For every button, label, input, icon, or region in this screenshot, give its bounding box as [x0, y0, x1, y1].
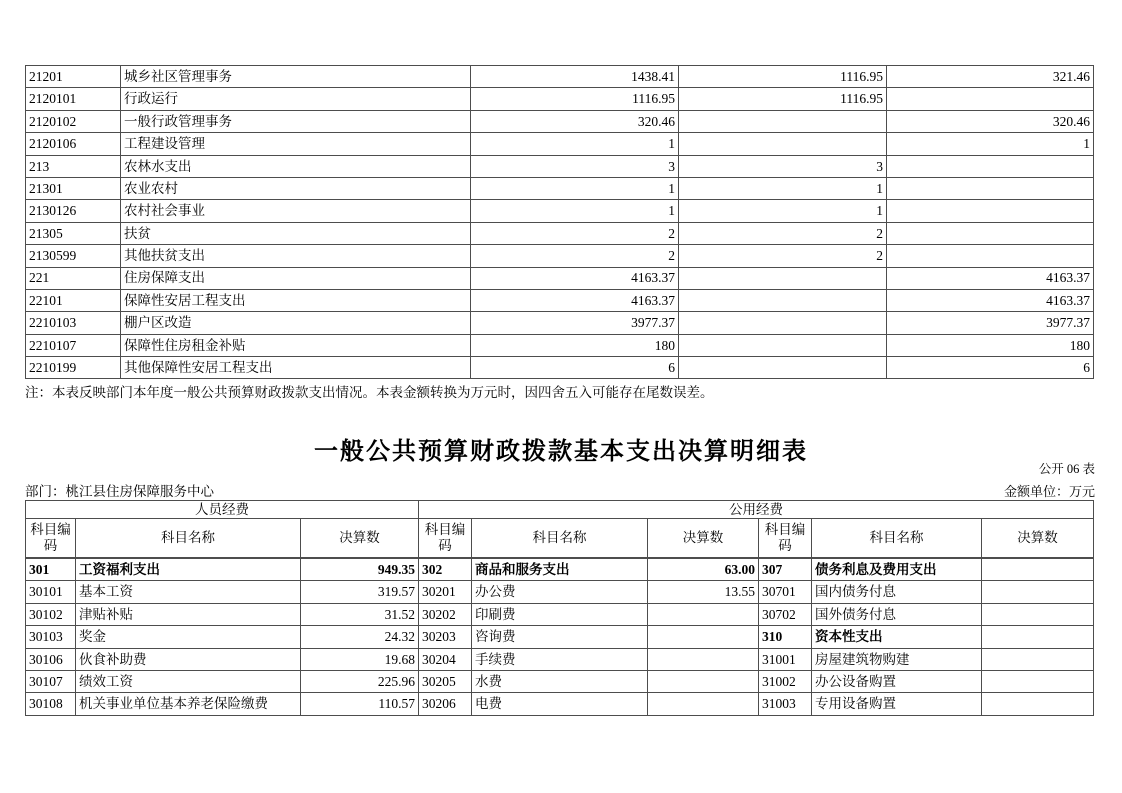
name-cell: 农村社会事业: [121, 200, 471, 222]
name-cell: 国外债务付息: [812, 603, 982, 625]
value-cell: 4163.37: [471, 289, 679, 311]
table-note: 注：本表反映部门本年度一般公共预算财政拨款支出情况。本表金额转换为万元时，因四舍五入可能存在尾数误差。: [25, 385, 714, 400]
code-cell: 30106: [26, 648, 76, 670]
value-cell: 180: [887, 334, 1094, 356]
table-row: [26, 245, 1094, 267]
personnel-funds-header: 人员经费: [26, 501, 419, 519]
column-header-amount: 决算数: [648, 519, 759, 559]
code-cell: 30202: [419, 603, 472, 625]
value-cell: [679, 334, 887, 356]
table-row: [26, 177, 1094, 199]
code-cell: 2210103: [26, 312, 121, 334]
name-cell: 奖金: [76, 626, 301, 648]
code-cell: 31001: [759, 648, 812, 670]
value-cell: [679, 110, 887, 132]
value-cell: 3: [679, 155, 887, 177]
code-cell: 2210107: [26, 334, 121, 356]
code-cell: 21301: [26, 177, 121, 199]
name-cell: 其他扶贫支出: [121, 245, 471, 267]
value-cell: 31.52: [301, 603, 419, 625]
value-cell: 6: [887, 357, 1094, 379]
table-row: [26, 222, 1094, 244]
name-cell: 保障性安居工程支出: [121, 289, 471, 311]
name-cell: 办公费: [472, 581, 648, 603]
code-cell: 30203: [419, 626, 472, 648]
name-cell: 债务利息及费用支出: [812, 558, 982, 581]
code-cell: 213: [26, 155, 121, 177]
name-cell: 绩效工资: [76, 670, 301, 692]
value-cell: [679, 312, 887, 334]
code-cell: 2210199: [26, 357, 121, 379]
column-header-row: [26, 519, 1094, 559]
group-header-row: [26, 501, 1094, 519]
value-cell: 4163.37: [887, 289, 1094, 311]
code-cell: 2130126: [26, 200, 121, 222]
value-cell: [648, 693, 759, 715]
value-cell: [982, 558, 1094, 581]
name-cell: 住房保障支出: [121, 267, 471, 289]
name-cell: 其他保障性安居工程支出: [121, 357, 471, 379]
code-cell: 30206: [419, 693, 472, 715]
value-cell: 24.32: [301, 626, 419, 648]
value-cell: [887, 245, 1094, 267]
value-cell: [648, 670, 759, 692]
value-cell: 3977.37: [887, 312, 1094, 334]
name-cell: 咨询费: [472, 626, 648, 648]
name-cell: 津贴补贴: [76, 603, 301, 625]
name-cell: 棚户区改造: [121, 312, 471, 334]
table-code-label: 公开 06 表: [1038, 462, 1095, 476]
code-cell: 31002: [759, 670, 812, 692]
code-cell: 30702: [759, 603, 812, 625]
value-cell: [982, 603, 1094, 625]
code-cell: 2120102: [26, 110, 121, 132]
code-cell: 30701: [759, 581, 812, 603]
table-row: [26, 558, 1094, 581]
name-cell: 专用设备购置: [812, 693, 982, 715]
column-header-name: 科目名称: [472, 519, 648, 559]
value-cell: 1: [679, 177, 887, 199]
name-cell: 基本工资: [76, 581, 301, 603]
value-cell: [679, 357, 887, 379]
value-cell: 2: [679, 222, 887, 244]
value-cell: 1: [887, 133, 1094, 155]
value-cell: 1438.41: [471, 66, 679, 88]
code-cell: 31003: [759, 693, 812, 715]
value-cell: [887, 200, 1094, 222]
value-cell: 3977.37: [471, 312, 679, 334]
name-cell: 一般行政管理事务: [121, 110, 471, 132]
value-cell: [887, 155, 1094, 177]
value-cell: [679, 289, 887, 311]
name-cell: 保障性住房租金补贴: [121, 334, 471, 356]
name-cell: 商品和服务支出: [472, 558, 648, 581]
code-cell: 310: [759, 626, 812, 648]
value-cell: [679, 267, 887, 289]
code-cell: 22101: [26, 289, 121, 311]
value-cell: [648, 603, 759, 625]
code-cell: 30107: [26, 670, 76, 692]
table-row: [26, 289, 1094, 311]
table-row: [26, 648, 1094, 670]
value-cell: 2: [679, 245, 887, 267]
value-cell: 1116.95: [679, 88, 887, 110]
table-row: [26, 155, 1094, 177]
table-row: [26, 357, 1094, 379]
unit-label: 金额单位：万元: [1003, 484, 1095, 499]
name-cell: 印刷费: [472, 603, 648, 625]
name-cell: 资本性支出: [812, 626, 982, 648]
value-cell: [887, 177, 1094, 199]
value-cell: 320.46: [471, 110, 679, 132]
code-cell: 302: [419, 558, 472, 581]
code-cell: 30101: [26, 581, 76, 603]
table-row: [26, 133, 1094, 155]
report-title: 一般公共预算财政拨款基本支出决算明细表: [314, 439, 808, 465]
column-header-amount: 决算数: [301, 519, 419, 559]
value-cell: [648, 626, 759, 648]
department-label: 部门：桃江县住房保障服务中心: [25, 484, 214, 499]
value-cell: [982, 581, 1094, 603]
column-header-amount: 决算数: [982, 519, 1094, 559]
column-header-name: 科目名称: [76, 519, 301, 559]
value-cell: [887, 88, 1094, 110]
funding-table-body: [26, 66, 1094, 379]
value-cell: 2: [471, 222, 679, 244]
value-cell: 63.00: [648, 558, 759, 581]
code-cell: 221: [26, 267, 121, 289]
code-cell: 30205: [419, 670, 472, 692]
code-cell: 30204: [419, 648, 472, 670]
name-cell: 办公设备购置: [812, 670, 982, 692]
name-cell: 工资福利支出: [76, 558, 301, 581]
value-cell: 4163.37: [471, 267, 679, 289]
name-cell: 手续费: [472, 648, 648, 670]
column-header-code: 科目编码: [26, 519, 76, 559]
name-cell: 扶贫: [121, 222, 471, 244]
name-cell: 机关事业单位基本养老保险缴费: [76, 693, 301, 715]
code-cell: 301: [26, 558, 76, 581]
value-cell: 1116.95: [471, 88, 679, 110]
value-cell: [648, 648, 759, 670]
value-cell: 180: [471, 334, 679, 356]
funding-expenditure-table: [25, 65, 1094, 379]
value-cell: 949.35: [301, 558, 419, 581]
code-cell: 30201: [419, 581, 472, 603]
value-cell: 1: [471, 177, 679, 199]
value-cell: [982, 670, 1094, 692]
name-cell: 电费: [472, 693, 648, 715]
basic-expenditure-table: [25, 500, 1094, 716]
name-cell: 农业农村: [121, 177, 471, 199]
name-cell: 伙食补助费: [76, 648, 301, 670]
value-cell: 320.46: [887, 110, 1094, 132]
basic-table-body: [26, 558, 1094, 715]
table-row: [26, 200, 1094, 222]
table-row: [26, 581, 1094, 603]
value-cell: 1116.95: [679, 66, 887, 88]
code-cell: 30103: [26, 626, 76, 648]
value-cell: 4163.37: [887, 267, 1094, 289]
value-cell: [679, 133, 887, 155]
value-cell: [982, 648, 1094, 670]
value-cell: 6: [471, 357, 679, 379]
public-funds-header: 公用经费: [419, 501, 1094, 519]
code-cell: 2120101: [26, 88, 121, 110]
table-row: [26, 88, 1094, 110]
name-cell: 房屋建筑物购建: [812, 648, 982, 670]
value-cell: 225.96: [301, 670, 419, 692]
value-cell: 1: [471, 133, 679, 155]
value-cell: 1: [679, 200, 887, 222]
code-cell: 30102: [26, 603, 76, 625]
code-cell: 21305: [26, 222, 121, 244]
table-row: [26, 110, 1094, 132]
code-cell: 30108: [26, 693, 76, 715]
value-cell: [887, 222, 1094, 244]
column-header-code: 科目编码: [419, 519, 472, 559]
value-cell: 3: [471, 155, 679, 177]
value-cell: 19.68: [301, 648, 419, 670]
code-cell: 21201: [26, 66, 121, 88]
value-cell: 110.57: [301, 693, 419, 715]
value-cell: 2: [471, 245, 679, 267]
value-cell: 1: [471, 200, 679, 222]
code-cell: 307: [759, 558, 812, 581]
value-cell: 13.55: [648, 581, 759, 603]
value-cell: [982, 626, 1094, 648]
column-header-name: 科目名称: [812, 519, 982, 559]
table-row: [26, 334, 1094, 356]
table-row: [26, 626, 1094, 648]
table-row: [26, 66, 1094, 88]
table-row: [26, 267, 1094, 289]
value-cell: 321.46: [887, 66, 1094, 88]
code-cell: 2120106: [26, 133, 121, 155]
column-header-code: 科目编码: [759, 519, 812, 559]
name-cell: 农林水支出: [121, 155, 471, 177]
code-cell: 2130599: [26, 245, 121, 267]
table-row: [26, 603, 1094, 625]
table-row: [26, 312, 1094, 334]
name-cell: 国内债务付息: [812, 581, 982, 603]
value-cell: [982, 693, 1094, 715]
name-cell: 城乡社区管理事务: [121, 66, 471, 88]
name-cell: 工程建设管理: [121, 133, 471, 155]
value-cell: 319.57: [301, 581, 419, 603]
name-cell: 行政运行: [121, 88, 471, 110]
table-row: [26, 670, 1094, 692]
name-cell: 水费: [472, 670, 648, 692]
table-row: [26, 693, 1094, 715]
